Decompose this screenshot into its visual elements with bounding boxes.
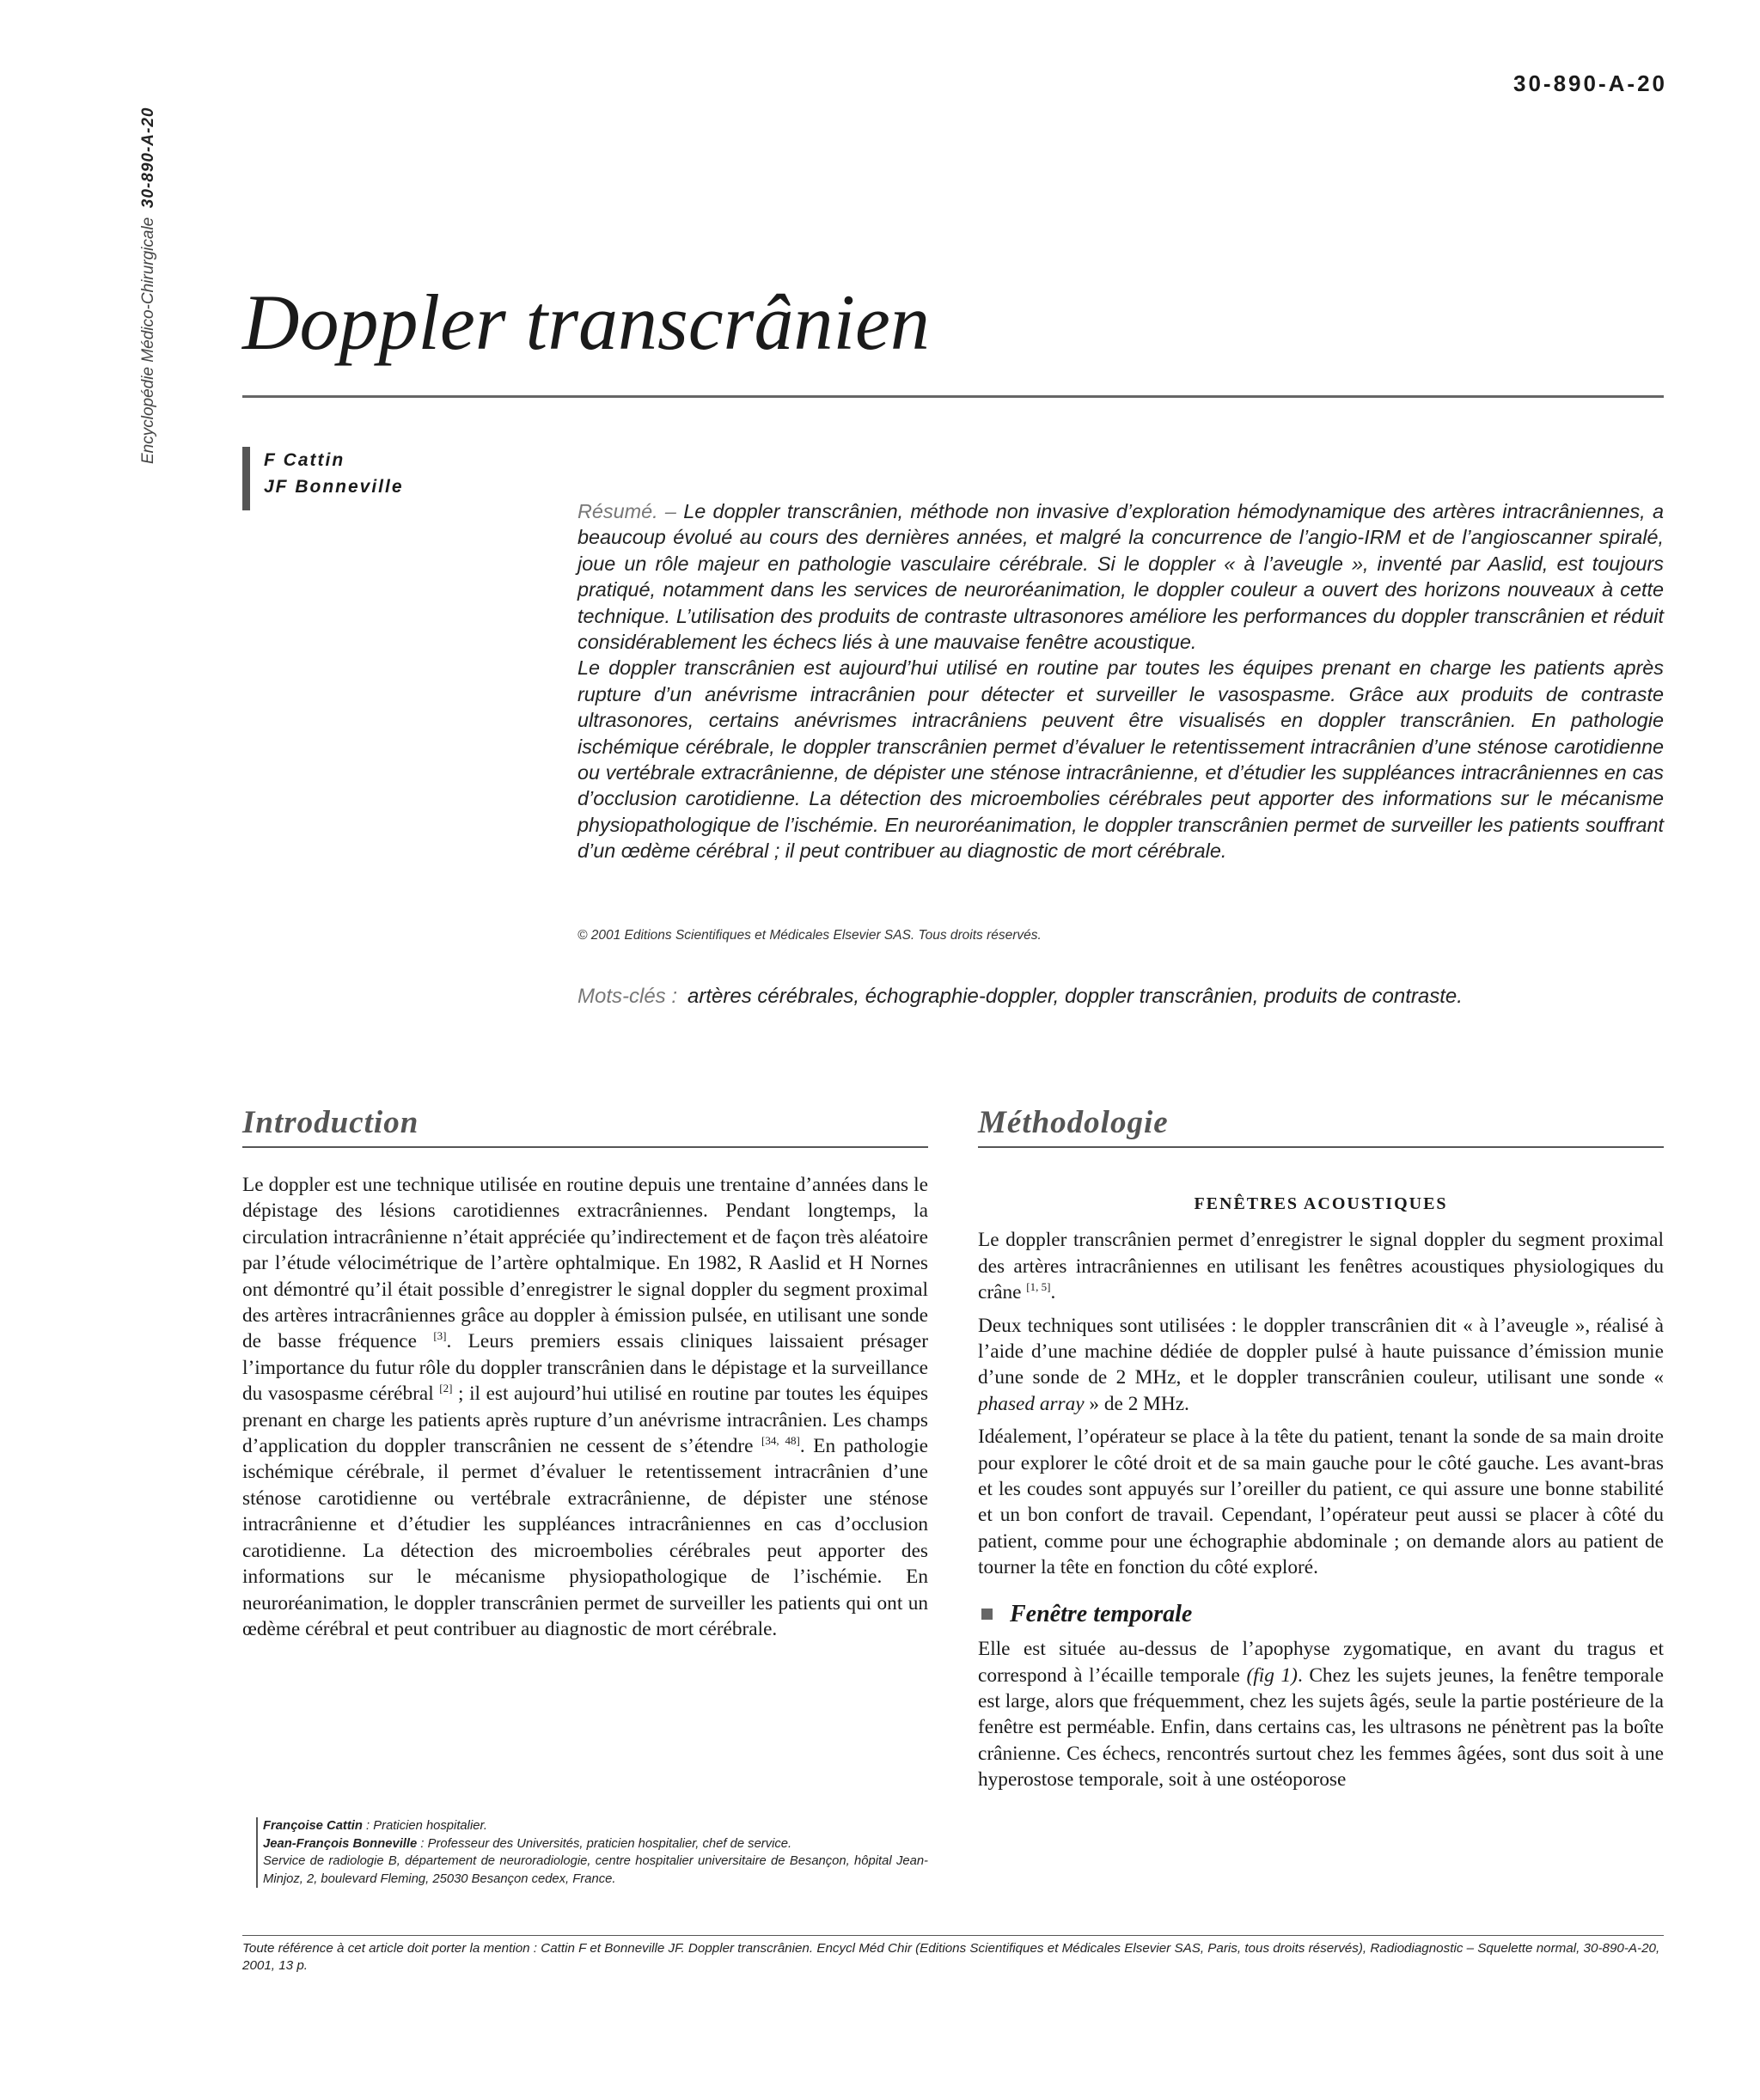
methodologie-paragraph: Deux techniques sont utilisées : le doppler transcrânien dit « à l’aveugle », réalisé à l’aide d’une machine dédiée de doppler pulsé à haute puissance d’émission munie d’une sonde de 2 MHz, et le doppler transcrânien couleur, utilisant une sonde « phased array » de 2 MHz. [978,1314,1664,1415]
introduction-paragraph: Le doppler est une technique utilisée en routine depuis une trentaine d’années dans le dépistage des lésions carotidiennes extracrâniennes. Pendant longtemps, la circulation intracrânienne n’était appréciée qu’indirectement et de façon très aléatoire par l’étude vélocimétrique de l’artère ophtalmique. En 1982, R Aaslid et H Nornes ont démontré qu’il était possible d’enregistrer le signal doppler du segment proximal des artères intracrâniennes grâce au doppler à émission pulsée, en utilisant une sonde de basse fréquence [3]. Leurs premiers essais cliniques laissaient présager l’importance du futur rôle du doppler transcrânien dans le dépistage et la surveillance du vasospasme cérébral [2] ; il est aujourd’hui utilisé en routine par toutes les équipes prenant en charge les patients après rupture d’un anévrisme intracrânien. Les champs d’application du doppler transcrânien ne cessent de s’étendre [34, 48]. En pathologie ischémique cérébrale, il permet d’évaluer le retentissement intracrânien d’une sténose carotidienne ou vertébrale extracrânienne, de dépister une sténose intracrânienne et d’étudier les suppléances intracrâniennes en cas d’occlusion carotidienne. La détection des microembolies cérébrales peut apporter des informations sur le mécanisme physiopathologique de l’ischémie. En neuroréanimation, le doppler transcrânien permet de surveiller les patients qui ont un œdème cérébral et peut contribuer au diagnostic de mort cérébrale. [242,1174,929,1640]
affiliation-line: Françoise Cattin : Praticien hospitalier. [263,1819,487,1833]
methodologie-paragraph: Idéalement, l’opérateur se place à la tête du patient, tenant la sonde de sa main droite pour explorer le côté droit et de sa main gauche pour le côté gauche. Les avant-bras et les coudes sont appuyés sur l’oreiller du patient, ce qui assure une bonne stabilité et un bon confort de travail. Cependant, l’opérateur peut aussi se placer à côté du patient, comme pour une échographie abdominale ; on demande alors au patient de tourner la tête en fonction du côté exploré. [978,1425,1664,1579]
article-title: Doppler transcrânien [242,278,930,366]
right-column [978,1103,1664,1793]
citation-ref: [2] [439,1382,453,1395]
section-title-introduction: Introduction [242,1105,419,1140]
citation-ref: [3] [433,1329,447,1343]
abstract-paragraph [578,498,1664,655]
side-code: 30-890-A-20 [139,107,157,209]
abstract-lead: Résumé. – [578,500,676,522]
copyright-notice: © 2001 Editions Scientifiques et Médicales Elsevier SAS. Tous droits réservés. [578,928,1042,943]
author-name: F Cattin [264,450,345,470]
citation-ref: [1, 5] [1026,1280,1051,1294]
subsection-heading [978,1602,1664,1627]
encyclopedia-name: Encyclopédie Médico-Chirurgicale [139,217,157,464]
abstract [578,498,1664,864]
keywords [578,985,1463,1009]
subheading-fenetres: FENÊTRES ACOUSTIQUES [1194,1194,1448,1213]
section-title-methodologie: Méthodologie [978,1105,1169,1140]
author-block [242,447,404,510]
citation-ref: [34, 48] [761,1434,800,1448]
abstract-paragraph: Le doppler transcrânien est aujourd’hui utilisé en routine par toutes les équipes prenant en charge les patients après rupture d’un anévrisme intracrânien pour détecter et surveiller le vasospasme. Grâce aux produits de contraste ultrasonores, certains anévrismes intracrâniens peuvent être visualisés en doppler transcrânien. En pathologie ischémique cérébrale, le doppler transcrânien permet d’évaluer le retentissement intracrânien d’une sténose carotidienne ou vertébrale extracrânienne, de dépister une sténose intracrânienne, et d’étudier les suppléances intracrâniennes en cas d’occlusion carotidienne. La détection des microembolies cérébrales peut apporter des informations sur le mécanisme physiopathologique de l’ischémie. En neuroréanimation, le doppler transcrânien permet de surveiller les patients souffrant d’un œdème cérébral ; il peut contribuer au diagnostic de mort cérébrale. [578,656,1664,863]
affiliation-address: Service de radiologie B, département de neuroradiologie, centre hospitalier universitaire de Besançon, hôpital Jean-Minjoz, 2, boulevard Fleming, 25030 Besançon cedex, France. [263,1854,928,1886]
figure-ref: (fig 1) [1239,1664,1298,1687]
methodologie-paragraph: Elle est située au-dessus de l’apophyse zygomatique, en avant du tragus et correspond à l’écaille temporale (fig 1). Chez les sujets jeunes, la fenêtre temporale est large, alors que fréquemment, chez les sujets âgés, seule la partie postérieure de la fenêtre est perméable. Enfin, dans certains cas, les ultrasons ne pénètrent pas la boîte crânienne. Ces échecs, rencontrés surtout chez les femmes âgées, sont dus soit à une hyperostose temporale, soit à une ostéoporose [978,1638,1664,1792]
left-column [242,1103,928,1642]
section-divider [978,1146,1664,1148]
subsection-title: Fenêtre temporale [1010,1600,1193,1627]
author-affiliations [256,1817,928,1888]
citation-footer: Toute référence à cet article doit porter la mention : Cattin F et Bonneville JF. Doppler transcrânien. Encycl Méd Chir (Editions Scientifiques et Médicales Elsevier SAS, Paris, tous droits réservés), Radiodiagnostic – Squelette normal, 30-890-A-20, 2001, 13 p. [242,1941,1660,1973]
methodologie-paragraph: Le doppler transcrânien permet d’enregistrer le signal doppler du segment proximal des artères intracrâniennes en utilisant les fenêtres acoustiques physiologiques du crâne [1, 5]. [978,1229,1664,1304]
keywords-list: artères cérébrales, échographie-doppler, doppler transcrânien, produits de contraste. [688,985,1463,1008]
title-divider [242,395,1664,398]
affiliation-line: Jean-François Bonneville : Professeur des Universités, praticien hospitalier, chef de service. [263,1836,792,1851]
footer-divider [242,1935,1664,1936]
side-label [139,107,158,464]
square-bullet-icon [981,1609,993,1620]
document-code: 30-890-A-20 [1513,70,1667,96]
keywords-label: Mots-clés : [578,985,678,1008]
author-name: JF Bonneville [264,477,404,497]
section-divider [242,1146,928,1148]
abstract-text: Le doppler transcrânien, méthode non invasive d’exploration hémodynamique des artères intracrâniennes, a beaucoup évolué au cours des dernières années, et malgré la concurrence de l’angio-IRM et de l’angioscanner spiralé, joue un rôle majeur en pathologie vasculaire cérébrale. Si le doppler « à l’aveugle », inventé par Aaslid, est toujours pratiqué, notamment dans les services de neuroréanimation, le doppler couleur a ouvert des horizons nouveaux à cette technique. L’utilisation des produits de contraste ultrasonores améliore les performances du doppler transcrânien et réduit considérablement les échecs liés à une mauvaise fenêtre acoustique. [578,500,1664,654]
